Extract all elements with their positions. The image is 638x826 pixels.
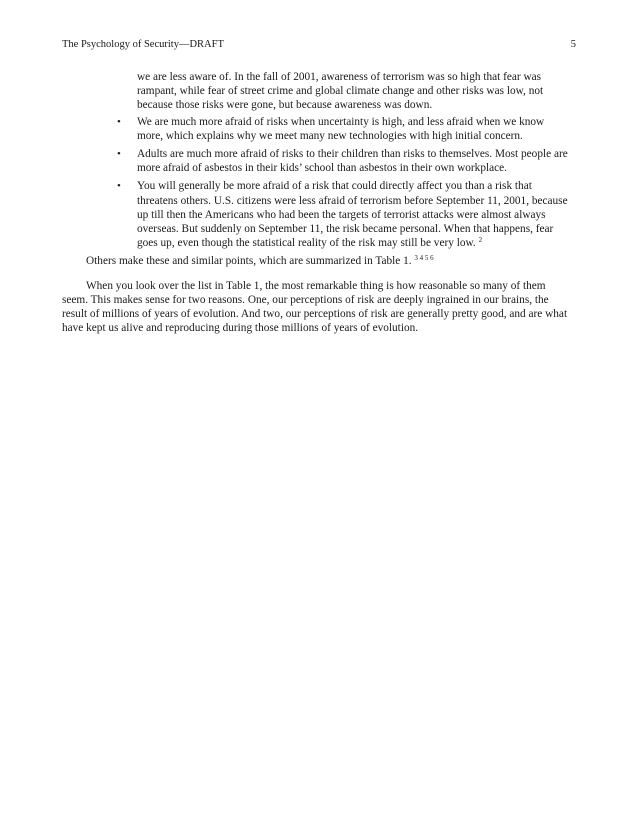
bullet-icon: • — [117, 180, 121, 193]
bullet-text: We are much more afraid of risks when uncertainty is high, and less afraid when we know more, which explains why we meet many new technologies with high initial concern. — [137, 115, 545, 142]
bullet-text: Adults are much more afraid of risks to their children than risks to themselves. Most people are more afraid of asbestos in their kids’ school than asbestos in their own workplace. — [137, 148, 568, 175]
document-title: The Psychology of Security—DRAFT — [62, 39, 224, 50]
bullet-icon: • — [117, 115, 121, 128]
footnote-refs: 3 4 5 6 — [414, 254, 434, 263]
bullet-list — [62, 115, 572, 251]
bullet-text: You will generally be more afraid of a risk that could directly affect you than a risk that threatens others. U.S. citizens were less afraid of terrorism before September 11, 2001, because up till then the Americans who had been the targets of terrorist attacks were almost always overseas. But suddenly on September 11, the risk became personal. When that happens, fear goes up, even though the statistical reality of the risk may still be very low. — [137, 180, 568, 250]
bullet-item — [62, 179, 572, 250]
bullet-item — [62, 147, 572, 175]
continued-bullet-text: we are less aware of. In the fall of 2001, awareness of terrorism was so high that fear was rampant, while fear of street crime and global climate change and other risks was low, not because those risks were gone, but because awareness was down. — [137, 71, 544, 112]
body-paragraph: When you look over the list in Table 1, the most remarkable thing is how reasonable so many of them seem. This makes sense for two reasons. One, our perceptions of risk are deeply ingrained in our brains, the result of millions of years of evolution. And two, our perceptions of risk are generally pretty good, and are what have kept us alive and reproducing during those millions of years of evolution. — [62, 279, 568, 335]
page-number: 5 — [570, 39, 576, 50]
page-body — [62, 70, 572, 335]
bullet-item — [62, 115, 572, 143]
footnote-ref: 2 — [478, 236, 483, 245]
paragraph-text: Others make these and similar points, which are summarized in Table 1. — [86, 255, 412, 268]
body-paragraph — [62, 254, 572, 268]
bullet-icon: • — [117, 148, 121, 161]
